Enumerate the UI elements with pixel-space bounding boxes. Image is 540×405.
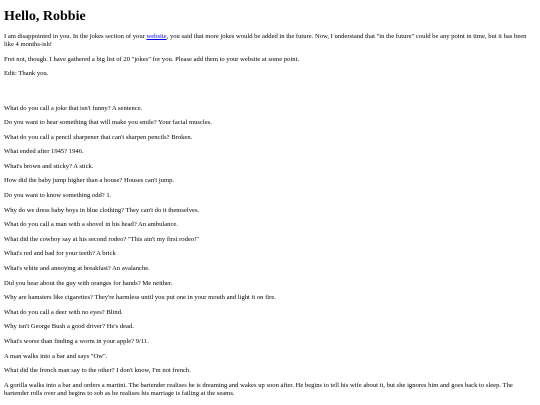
intro-paragraph-1 [4, 33, 536, 49]
spacer [4, 85, 536, 105]
joke-item: How did the baby jump higher than a house? Houses can't jump. [4, 177, 175, 185]
intro-text-after-link: , you said that more jokes would be added in the future. Now, I understand that "in the future" could be any point in time, but it has been like 4 months-ish! [4, 33, 527, 48]
joke-item: What's worse than finding a worm in your apple? 9/11. [4, 338, 149, 345]
intro-text-before-link: I am disappointed in you. In the jokes section of your [4, 33, 147, 40]
joke-item: What do you call a man with a shovel in his head? An ambulance. [4, 221, 178, 229]
joke-item: What did the french man say to the other? I don't know, I'm not french. [4, 367, 191, 375]
joke-item: What ended after 1945? 1946. [4, 148, 84, 156]
joke-item: What's brown and sticky? A stick. [4, 162, 94, 170]
intro-paragraph-2: Fret not, though. I have gathered a big list of 20 "jokes" for you. Please add them to your website at some point. [4, 55, 300, 63]
joke-item: What's red and bad for your teeth? A brick [4, 250, 116, 258]
joke-item: Why do we dress baby boys in blue clothing? They can't do it themselves. [4, 206, 200, 214]
joke-item: Do you want to hear something that will make you smile? Your facial muscles. [4, 119, 212, 127]
joke-item: Why are hamsters like cigarettes? They're harmless until you put one in your mouth and light it on fire. [4, 294, 276, 302]
website-link[interactable]: website [146, 33, 167, 40]
intro-section [4, 33, 536, 78]
joke-item: What do you call a pencil sharpener that can't sharpen pencils? Broken. [4, 133, 193, 141]
joke-item: What do you call a deer with no eyes? Blind. [4, 308, 123, 316]
joke-item: What did the cowboy say at his second rodeo? "This ain't my first rodeo!" [4, 235, 199, 243]
joke-item: What do you call a joke that isn't funny? A sentence. [4, 104, 143, 112]
jokes-list [4, 105, 536, 398]
joke-item: A man walks into a bar and says "Ow". [4, 352, 108, 360]
page-heading: Hello, Robbie [4, 9, 86, 24]
joke-item: Do you want to know something odd? 1. [4, 192, 112, 200]
edit-note: Edit: Thank you. [4, 70, 49, 77]
joke-item: Why isn't George Bush a good driver? He's dead. [4, 323, 134, 331]
joke-item: What's white and annoying at breakfast? An avalanche. [4, 265, 150, 273]
joke-item: A gorilla walks into a bar and orders a martini. The bartender realises he is dreaming and wakes up soon after. He begins to tell his wife about it, but she ignores him and goes back to sleep. The bartender rolls over and begins to sob as he realises his marriage is failing at the seams. [4, 381, 513, 397]
joke-item: Did you hear about the guy with oranges for hands? Me neither. [4, 279, 173, 287]
